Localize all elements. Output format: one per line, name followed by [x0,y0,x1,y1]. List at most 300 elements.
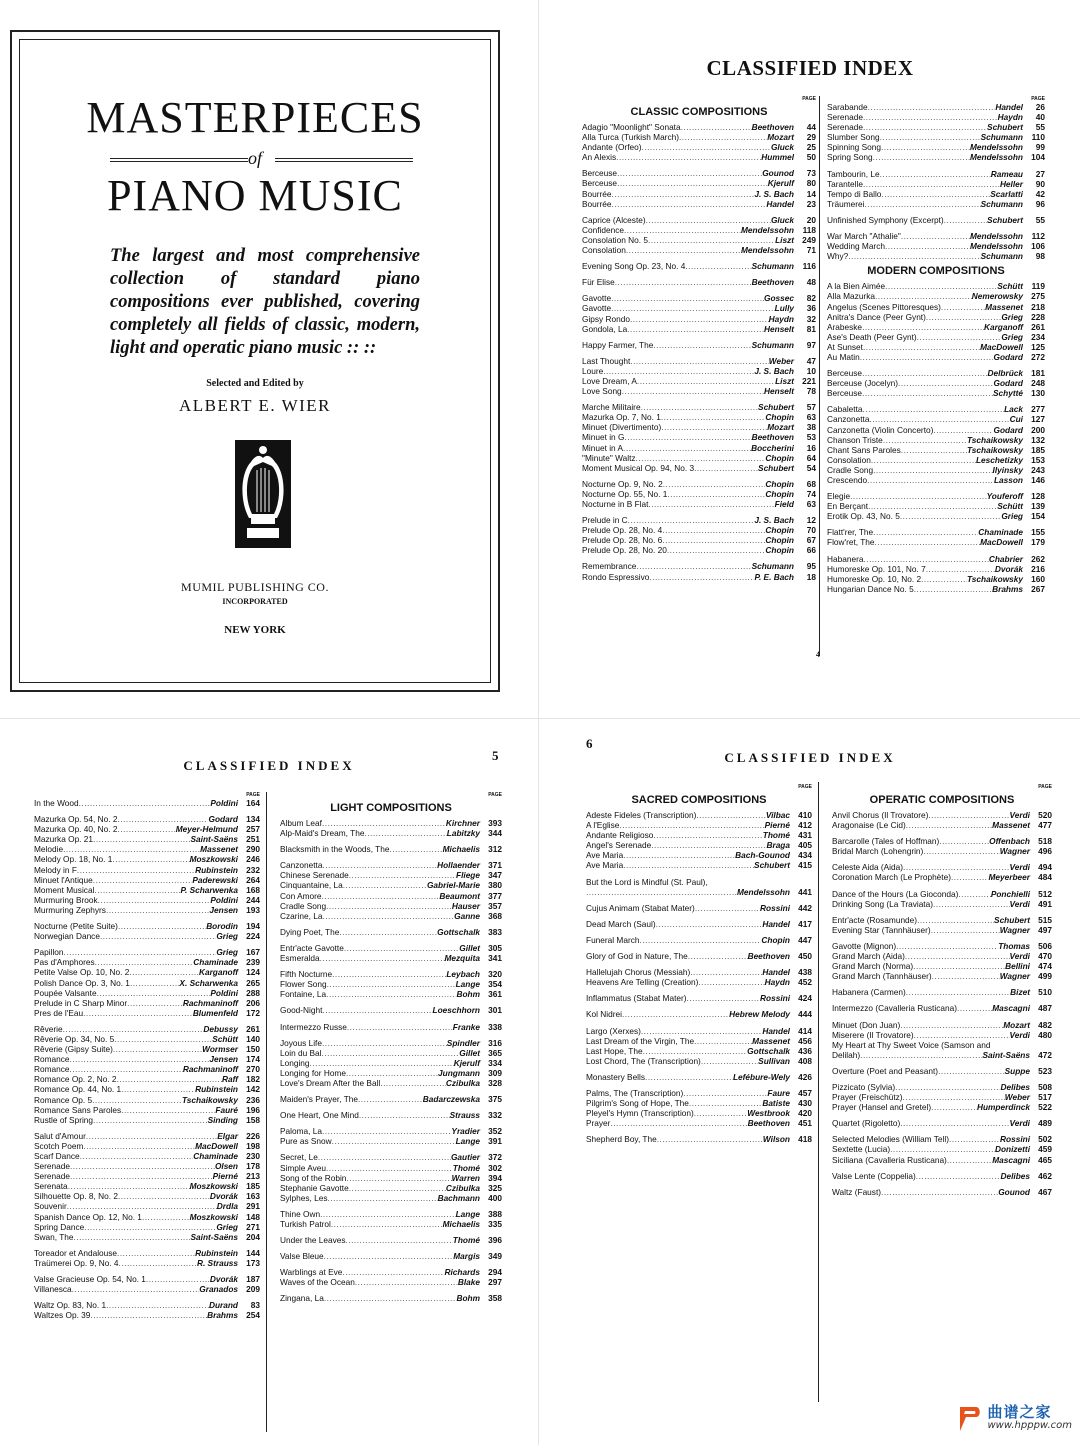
index-entry [827,352,1045,362]
entry-page: 444 [798,1009,812,1020]
entry-title: A la Bien Aimée [827,281,886,292]
index-entry [582,453,816,463]
dot-leader [612,199,767,209]
entry-page: 309 [488,1067,502,1078]
entry-title: Flower Song [280,979,327,990]
entry-title: Entr'acte Gavotte [280,942,344,953]
entry-title: Erotik Op. 43, No. 5 [827,511,900,522]
entry-title: Petite Valse Op. 10, No. 2 [34,967,130,978]
entry-title: Love's Dream After the Ball [280,1077,381,1088]
entry-page: 254 [246,1310,260,1321]
entry-composer: Thomas [998,940,1030,951]
index-entry [586,903,812,913]
entry-composer: Bohm [456,989,480,1000]
entry-page: 218 [1031,301,1045,312]
index-entry [34,1300,260,1310]
section-title: MODERN COMPOSITIONS [867,265,1005,278]
entry-page: 349 [488,1251,502,1262]
dot-leader [921,574,967,584]
entry-title: Zingana, La [280,1293,324,1304]
entry-page: 244 [246,894,260,905]
entry-title: Pleyel's Hymn (Transcription) [586,1108,694,1119]
entry-page: 20 [806,214,816,225]
entry-page: 10 [806,365,816,376]
entry-title: Nocturne Op. 9, No. 2 [582,478,663,489]
index-page-6 [540,720,1080,1445]
entry-title: Villanesca [34,1284,72,1295]
dot-leader [628,515,755,525]
entry-page: 424 [798,993,812,1004]
entry-title: Consolation [827,454,871,465]
index-entry [832,915,1052,925]
index-entry [34,988,260,998]
index-entry [586,1036,812,1046]
entry-composer: Grieg [1001,331,1023,342]
page4-left-list [582,106,816,582]
entry-composer: Schumann [751,261,794,272]
dot-leader [97,988,211,998]
entry-composer: Chopin [765,452,794,463]
entry-page: 134 [246,814,260,825]
index-entry [832,872,1052,882]
dot-leader [327,979,456,989]
entry-page: 328 [488,1077,502,1088]
entry-title: Entr'acte (Rosamunde) [832,914,918,925]
dot-leader [100,931,216,941]
index-entry [280,1209,502,1219]
dot-leader [690,967,762,977]
index-entry [586,850,812,860]
entry-title: Humoreske Op. 10, No. 2 [827,573,922,584]
dot-leader [698,977,764,987]
index-entry [827,491,1045,501]
entry-title: Chanson Triste [827,434,883,445]
entry-composer: Granados [199,1284,238,1295]
index-entry [280,1094,502,1104]
entry-title: Maiden's Prayer, The [280,1094,358,1105]
entry-page: 64 [806,452,816,463]
entry-page: 55 [1035,214,1045,225]
entry-composer: Bizet [1010,987,1030,998]
dot-leader [77,865,195,875]
dot-leader [322,1126,451,1136]
index-entry [586,935,812,945]
index-entry [832,1082,1052,1092]
index-page-5 [0,720,538,1445]
entry-composer: Raff [222,1074,238,1085]
index-entry [827,527,1045,537]
entry-composer: P. E. Bach [754,571,794,582]
entry-page: 71 [806,245,816,256]
entry-page: 213 [246,1171,260,1182]
entry-title: Longing [280,1057,310,1068]
entry-page: 216 [1031,563,1045,574]
dot-leader [630,356,768,366]
entry-page: 27 [1035,168,1045,179]
dot-leader [860,1050,982,1060]
page5-right-list [280,802,502,1304]
dot-leader [848,251,980,261]
index-entry [582,277,816,287]
index-entry [34,1201,260,1211]
index-entry [582,178,816,188]
dot-leader [623,850,735,860]
index-entry [832,1020,1052,1030]
dot-leader [880,169,991,179]
entry-title: Prelude Op. 28, No. 20 [582,545,667,556]
entry-composer: Cui [1009,414,1023,425]
entry-title: Pres de l'Eau [34,1007,84,1018]
dot-leader [636,453,766,463]
entry-page: 118 [802,224,816,235]
entry-composer: Rubinstein [195,864,238,875]
index-entry [827,511,1045,521]
index-entry [34,1258,260,1268]
entry-title: Arabeske [827,321,863,332]
entry-page: 236 [246,1094,260,1105]
index-entry [832,1050,1052,1060]
index-entry [280,1267,502,1277]
entry-title: Good-Night [280,1005,323,1016]
entry-title: Salut d'Amour [34,1130,86,1141]
dot-leader [129,967,199,977]
entry-composer: Drdla [216,1201,238,1212]
index-entry [827,291,1045,301]
entry-title: Melody in F [34,864,77,875]
entry-composer: Gabriel-Marie [426,880,480,891]
entry-title: Gavotte (Mignon) [832,940,897,951]
entry-composer: Thomé [762,830,790,841]
dot-leader [663,479,766,489]
entry-composer: Gossec [764,293,794,304]
entry-title: Romance Op. 2, No. 2 [34,1074,117,1085]
dot-leader [695,903,760,913]
entry-page: 357 [488,900,502,911]
index-entry [34,1232,260,1242]
entry-title: My Heart at Thy Sweet Voice (Samson and [832,1039,991,1050]
entry-title: Secret, Le [280,1152,318,1163]
entry-composer: Humperdinck [976,1102,1030,1113]
entry-title: Rêverie [34,1023,63,1034]
entry-composer: Ponchielli [990,888,1030,899]
entry-page: 447 [798,934,812,945]
entry-composer: Suppe [1004,1065,1030,1076]
dot-leader [642,142,771,152]
entry-page: 78 [806,386,816,397]
entry-page: 502 [1038,1134,1052,1145]
index-entry [582,199,816,209]
dot-leader [359,1110,450,1120]
entry-page: 128 [1031,491,1045,502]
index-entry [280,1163,502,1173]
dot-leader [947,1155,992,1165]
dot-leader [326,1163,453,1173]
dot-leader [903,862,1010,872]
entry-title: Remembrance [582,561,637,572]
entry-title: Mazurka Op. 21 [34,834,94,845]
entry-title: Drinking Song (La Traviata) [832,898,933,909]
dot-leader [93,834,190,844]
index-entry [827,189,1045,199]
entry-page: 23 [806,198,816,209]
index-entry [586,1088,812,1098]
dot-leader [863,179,1000,189]
entry-composer: J. S. Bach [754,365,794,376]
dot-leader [646,215,771,225]
entry-composer: Mezquita [444,953,480,964]
index-entry [34,798,260,808]
entry-title: Paloma, La [280,1126,322,1137]
entry-page: 335 [488,1219,502,1229]
entry-title: Tambourin, Le [827,168,880,179]
column-divider [819,96,820,656]
index-entry [586,951,812,961]
entry-composer: Rossini [760,993,790,1004]
entry-title: Cradle Song [280,900,327,911]
entry-title: Polish Dance Op. 3, No. 1 [34,977,130,988]
entry-page: 127 [1031,414,1045,425]
dot-leader [863,554,988,564]
dot-leader [346,1173,451,1183]
entry-title: Grand March (Aida) [832,951,905,962]
dot-leader [694,1108,747,1118]
entry-page: 230 [246,1151,260,1161]
dot-leader [683,1088,767,1098]
entry-title: Blacksmith in the Woods, The [280,844,390,855]
index-entry [827,445,1045,455]
dot-leader [863,342,980,352]
entry-page: 167 [246,947,260,958]
entry-title: Longing for Home [280,1067,346,1078]
entry-page: 467 [1038,1186,1052,1197]
entry-composer: Meyerbeer [988,872,1030,883]
entry-page: 29 [806,132,816,143]
dot-leader [928,810,1009,820]
index-entry [582,340,816,350]
entry-title: Hungarian Dance No. 5 [827,583,914,594]
entry-title: Waltz (Faust) [832,1186,882,1197]
dot-leader [873,465,992,475]
entry-title: Spinning Song [827,142,881,153]
entry-composer: Czibulka [445,1182,480,1193]
dot-leader [957,1003,992,1013]
index-entry [280,1219,502,1229]
lyre-icon [235,440,291,548]
dot-leader [645,1072,733,1082]
index-entry [832,820,1052,830]
entry-page: 305 [488,942,502,953]
entry-composer: Poldini [210,798,238,808]
entry-title: Souvenir [34,1201,67,1212]
entry-page: 515 [1038,914,1052,925]
entry-page: 18 [806,571,816,582]
entry-page: 248 [1031,378,1045,389]
entry-title: Prayer [586,1118,611,1129]
page5-left-list [34,798,260,1320]
dot-leader [67,1201,217,1211]
entry-title: Pilgrim's Song of Hope, The [586,1098,689,1109]
entry-page: 68 [806,478,816,489]
entry-title: Selected Melodies (William Tell) [832,1134,949,1145]
dot-leader [643,1046,748,1056]
page6-left-column [586,784,812,1144]
dot-leader [70,1161,215,1171]
entry-composer: Delibes [1000,1170,1030,1181]
entry-title: Berceuse (Jocelyn) [827,378,899,389]
dot-leader [906,987,1010,997]
index-entry [280,953,502,963]
index-entry [34,865,260,875]
index-entry [832,1155,1052,1165]
entry-page: 294 [488,1267,502,1278]
dot-leader [657,1134,763,1144]
entry-page: 38 [806,422,816,433]
book-cover [10,30,500,692]
dot-leader [914,1030,1010,1040]
index-entry [34,1095,260,1105]
dot-leader [873,152,970,162]
entry-composer: Tschaikowsky [967,434,1023,445]
entry-page: 400 [488,1192,502,1203]
index-entry [827,378,1045,388]
index-entry [34,1161,260,1171]
index-entry [832,899,1052,909]
index-entry [827,368,1045,378]
dot-leader [83,1141,195,1151]
dot-leader [603,366,754,376]
dot-leader [850,491,987,501]
entry-composer: Chopin [761,934,790,945]
index-entry [827,169,1045,179]
entry-composer: Massenet [985,301,1023,312]
entry-page: 338 [488,1021,502,1032]
entry-title: Mazurka Op. 54, No. 2 [34,814,118,825]
entry-page: 251 [246,834,260,845]
entry-page: 53 [806,432,816,443]
entry-page: 267 [1031,583,1045,594]
entry-composer: Liszt [775,234,794,245]
index-entry [586,1009,812,1019]
index-entry [827,455,1045,465]
entry-title: Album Leaf [280,818,322,828]
entry-page: 40 [1035,112,1045,123]
entry-title: Pure as Snow [280,1136,332,1147]
entry-title: Gipsy Rondo [582,313,630,324]
entry-page: 480 [1038,1029,1052,1040]
entry-page: 246 [246,854,260,865]
index-entry [280,901,502,911]
dot-leader [901,231,970,241]
entry-composer: Pierné [212,1171,238,1182]
incorporated: INCORPORATED [222,597,288,606]
dot-leader [615,277,752,287]
index-entry [586,919,812,929]
index-entry [832,1134,1052,1144]
entry-composer: Grieg [216,1221,238,1232]
entry-title: Nocturne in B Flat [582,499,649,509]
index-entry [832,1066,1052,1076]
index-entry [827,574,1045,584]
entry-page: 465 [1038,1154,1052,1165]
index-title: CLASSIFIED INDEX [724,750,896,765]
dot-leader [380,1078,446,1088]
entry-composer: Olsen [214,1161,238,1172]
entry-title: Melody Op. 18, No. 1 [34,854,113,865]
page-number: 6 [586,736,593,751]
entry-composer: Godard [993,424,1023,435]
index-entry [586,1026,812,1036]
dot-leader [322,1048,460,1058]
index-entry [827,179,1045,189]
entry-page: 520 [1038,810,1052,820]
entry-composer: Sullivan [758,1055,790,1066]
index-entry [34,1064,260,1074]
dot-leader [324,1251,454,1261]
dot-leader [648,499,774,509]
entry-page: 450 [798,951,812,962]
dot-leader [346,1235,453,1245]
entry-title: Caprice (Alceste) [582,214,646,225]
index-entry [34,1054,260,1064]
index-entry [827,112,1045,122]
dot-leader [84,1222,216,1232]
index-entry [280,927,502,937]
dot-leader [901,445,967,455]
entry-page: 96 [1035,198,1045,209]
entry-title: Palms, The (Transcription) [586,1087,684,1098]
entry-composer: Boccherini [751,442,794,453]
cover-frame [19,39,491,683]
dot-leader [322,1005,432,1015]
dot-leader [68,1181,190,1191]
dot-leader [358,1094,423,1104]
entry-page: 209 [246,1284,260,1295]
entry-title: Esmeralda [280,953,320,964]
entry-title: Angelus (Scenes Pittoresques) [827,301,941,312]
entry-page: 178 [246,1161,260,1172]
entry-title: Minuet in G [582,432,625,443]
entry-composer: Margis [453,1251,480,1262]
entry-title: Bridal March (Lohengrin) [832,846,924,857]
dot-leader [113,1044,202,1054]
index-entry [34,834,260,844]
entry-page: 26 [1035,102,1045,112]
entry-title: Alla Turca (Turkish March) [582,132,679,143]
entry-page: 243 [1031,464,1045,475]
entry-composer: Borodin [206,921,238,932]
index-entry [586,1046,812,1056]
entry-page: 182 [246,1074,260,1085]
entry-title: Romance [34,1064,70,1075]
index-entry [34,895,260,905]
entry-page: 431 [798,830,812,841]
entry-composer: Gounod [762,168,794,179]
watermark-brand: 曲谱之家 [987,1403,1052,1421]
entry-title: Berceuse [582,178,618,189]
entry-composer: Schubert [758,402,794,413]
entry-composer: Grieg [1001,511,1023,522]
entry-page: 249 [802,234,816,245]
dot-leader [324,1293,457,1303]
entry-composer: Saint-Saëns [190,1231,238,1242]
entry-title: In the Wood [34,798,79,808]
entry-composer: Lack [1004,404,1023,415]
entry-title: Spanish Dance Op. 12, No. 1 [34,1211,142,1222]
entry-page: 297 [488,1277,502,1288]
entry-composer: Vilbac [765,810,790,820]
dot-leader [318,1152,451,1162]
entry-title: War March "Athalie" [827,231,901,242]
